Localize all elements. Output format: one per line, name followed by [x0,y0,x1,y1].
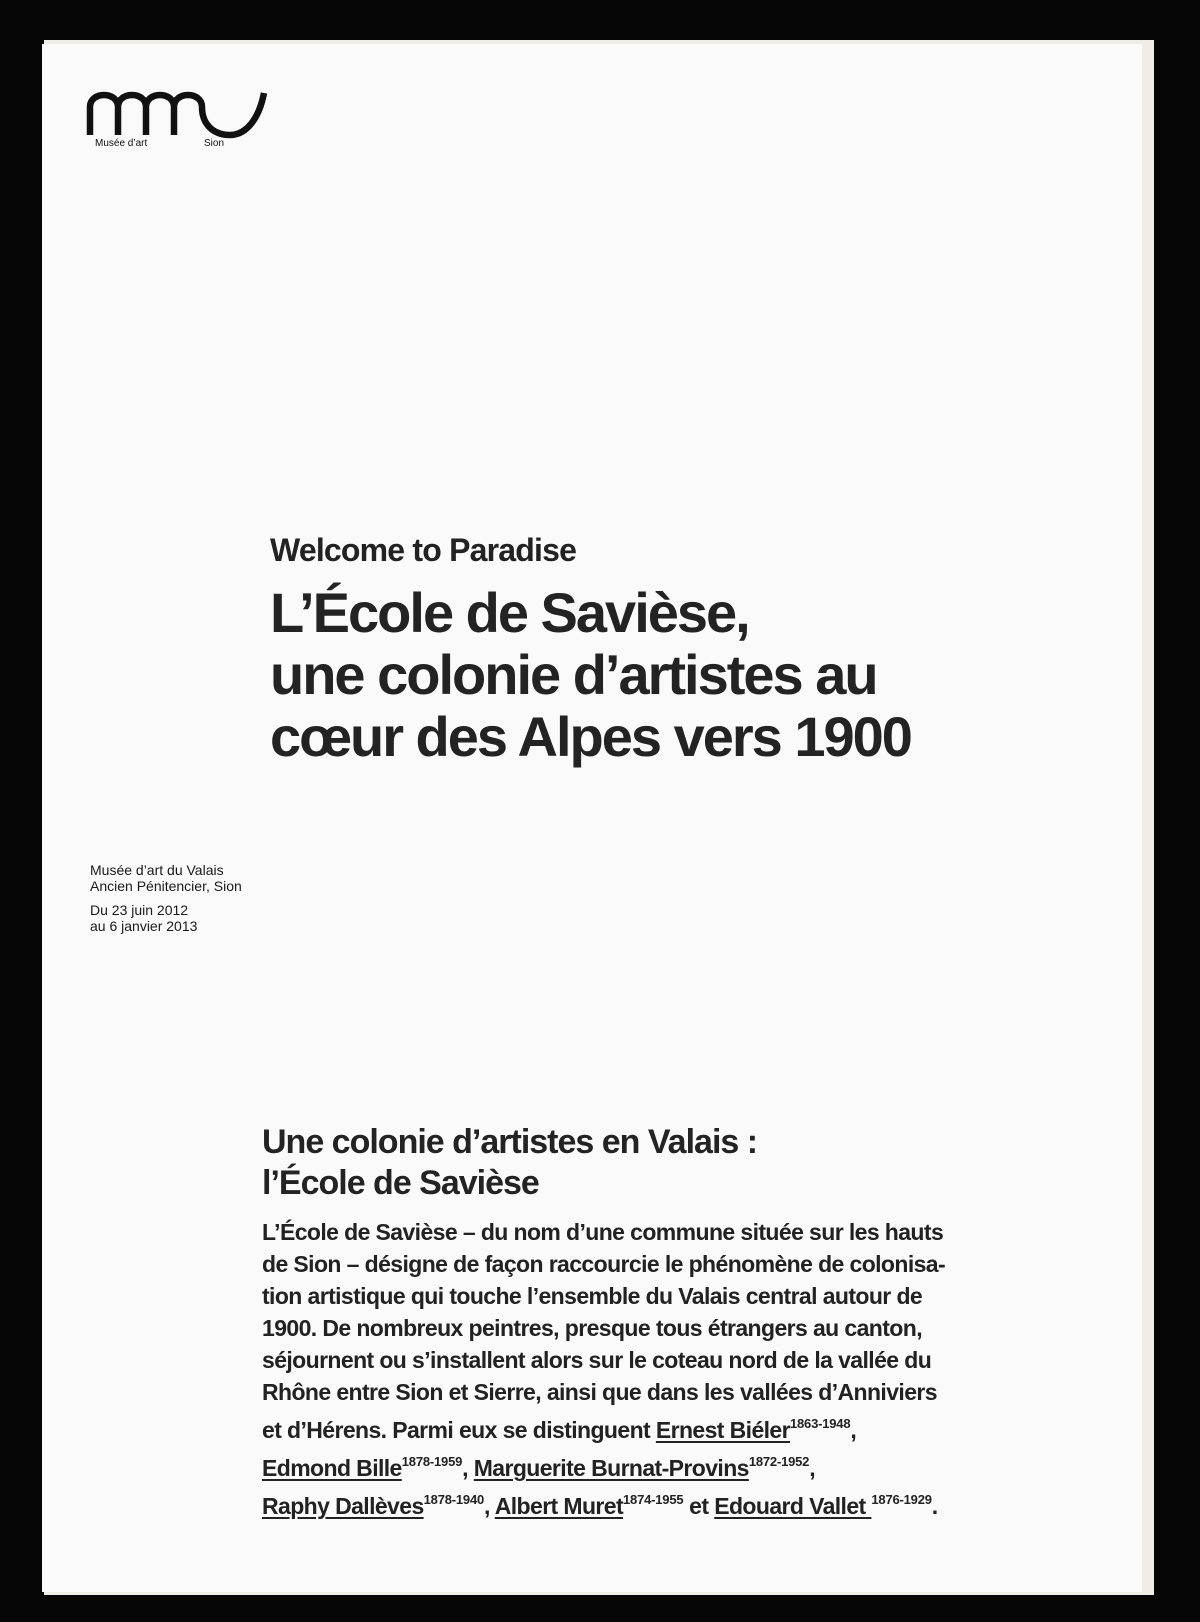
body-line: L’École de Savièse – du nom d’une commune située sur les hauts [262,1219,944,1245]
artist-edouard-vallet [714,1493,932,1519]
body-line [262,1484,1107,1522]
section-heading-line: Une colonie d’artistes en Valais : [262,1123,758,1161]
artist-years: 1874-1955 [623,1492,684,1507]
artist-raphy-dalleves [262,1493,484,1519]
body-line: tion artistique qui touche l’ensemble du Valais central autour de [262,1283,923,1309]
body-line: séjournent ou s’installent alors sur le coteau nord de la vallée du [262,1347,932,1373]
exhibition-title [270,582,1090,768]
brochure-page [42,44,1142,1592]
title-line: une colonie d’artistes au [270,643,877,706]
title-line: L’École de Savièse, [270,581,749,644]
body-line [262,1446,1107,1484]
exhibition-dates [90,902,242,934]
artist-name: Raphy Dallèves [262,1493,424,1519]
museum-logo [84,89,274,159]
artist-ernest-bieler [656,1417,850,1443]
artist-years: 1863-1948 [789,1416,851,1431]
exhibition-kicker: Welcome to Paradise [270,532,577,568]
artist-years: 1878-1959 [401,1454,463,1469]
artist-name: Edmond Bille [262,1455,402,1481]
dates-end: au 6 janvier 2013 [90,918,198,934]
end-period: . [931,1493,938,1519]
venue-address: Ancien Pénitencier, Sion [90,878,242,894]
artist-albert-muret [495,1493,684,1519]
body-line [262,1408,1107,1446]
section-heading-line: l’École de Savièse [262,1164,539,1202]
section-body [262,1216,1107,1522]
venue-info [90,862,242,934]
artist-name: Albert Muret [494,1493,624,1519]
body-text-fragment: et d’Hérens. Parmi eux se distinguent [262,1417,656,1443]
dates-start: Du 23 juin 2012 [90,902,189,918]
artist-edmond-bille [262,1455,462,1481]
artist-years: 1878-1940 [423,1492,485,1507]
venue-name: Musée d’art du Valais [90,862,224,878]
artist-years: 1876-1929 [871,1492,932,1507]
separator: , [809,1455,816,1481]
logo-label-musee: Musée d’art [95,138,148,149]
artist-name: Ernest Biéler [655,1417,790,1443]
separator: , [484,1493,495,1519]
body-line: 1900. De nombreux peintres, presque tous étrangers au canton, [262,1315,922,1341]
musee-art-sion-wave-logo-icon [84,89,269,139]
artist-years: 1872-1952 [748,1454,810,1469]
artist-name: Marguerite Burnat-Provins [473,1455,749,1481]
artist-marguerite-burnat-provins [474,1455,809,1481]
separator: , [850,1417,857,1443]
artist-name: Edouard Vallet [714,1493,866,1519]
title-line: cœur des Alpes vers 1900 [270,705,911,768]
separator: et [683,1493,715,1519]
section-heading [262,1122,1062,1204]
body-line: Rhône entre Sion et Sierre, ainsi que dans les vallées d’Anniviers [262,1379,937,1405]
body-line: de Sion – désigne de façon raccourcie le phénomène de colonisa- [262,1251,946,1277]
logo-label-sion: Sion [204,138,225,149]
separator: , [462,1455,474,1481]
